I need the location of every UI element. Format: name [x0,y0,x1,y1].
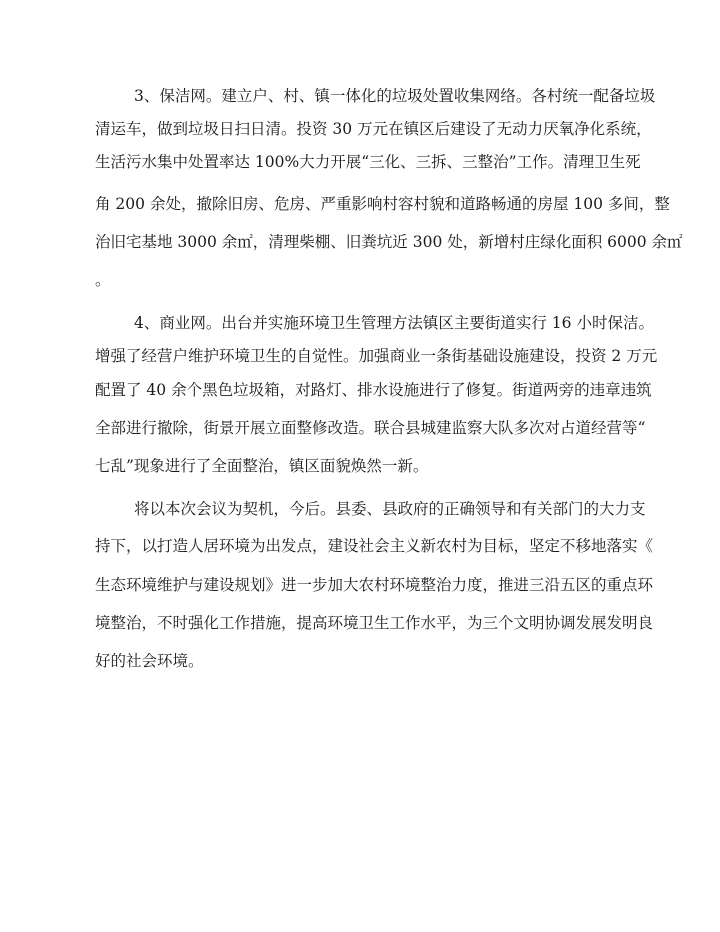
paragraph-3-line-2: 持下，以打造人居环境为出发点，建设社会主义新农村为目标，坚定不移地落实《 [95,537,654,555]
paragraph-2-line-5: 七乱”现象进行了全面整治，镇区面貌焕然一新。 [95,457,429,475]
paragraph-1-line-4: 角 200 余处，撤除旧房、危房、严重影响村容村貌和道路畅通的房屋 100 多间，整 [95,195,670,213]
paragraph-1-line-2: 清运车，做到垃圾日扫日清。投资 30 万元在镇区后建设了无动力厌氧净化系统， [95,120,652,138]
paragraph-3-line-4: 境整治，不时强化工作措施，提高环境卫生工作水平，为三个文明协调发展发明良 [95,614,654,632]
paragraph-2-line-1: 4、商业网。出台并实施环境卫生管理方法镇区主要街道实行 16 小时保洁。 [134,314,654,332]
paragraph-2-line-3: 配置了 40 余个黑色垃圾箱，对路灯、排水设施进行了修复。街道两旁的违章违筑 [95,381,652,399]
paragraph-3-line-1: 将以本次会议为契机，今后。县委、县政府的正确领导和有关部门的大力支 [134,500,646,518]
paragraph-2-line-2: 增强了经营户维护环境卫生的自觉性。加强商业一条街基础设施建设，投资 2 万元 [95,347,658,365]
paragraph-3-line-3: 生态环境维护与建设规划》进一步加大农村环境整治力度，推进三沿五区的重点环 [95,576,654,594]
paragraph-1-line-5: 治旧宅基地 3000 余㎡，清理柴棚、旧粪坑近 300 处，新增村庄绿化面积 6000 余㎡ [95,233,683,251]
paragraph-1-line-3: 生活污水集中处置率达 100%大力开展“三化、三拆、三整治”工作。清理卫生死 [95,153,641,171]
paragraph-1-line-6: 。 [95,271,111,289]
paragraph-3-line-5: 好的社会环境。 [95,652,204,670]
paragraph-1-line-1: 3、保洁网。建立户、村、镇一体化的垃圾处置收集网络。各村统一配备垃圾 [134,87,656,105]
paragraph-2-line-4: 全部进行撤除，街景开展立面整修改造。联合县城建监察大队多次对占道经营等“ [95,419,646,437]
